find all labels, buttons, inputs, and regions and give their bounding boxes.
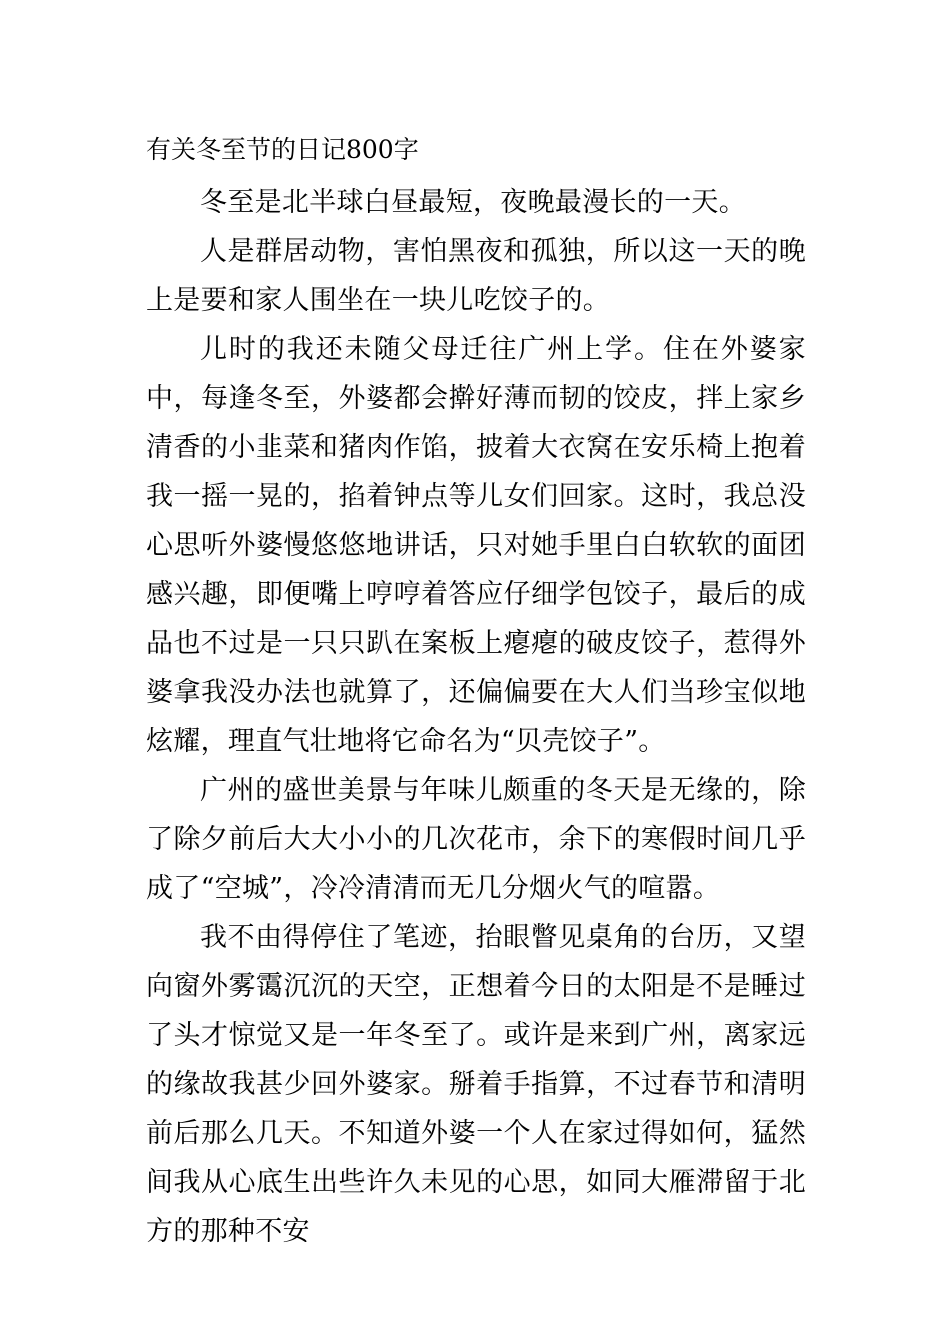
paragraph-2: 人是群居动物，害怕黑夜和孤独，所以这一天的晚上是要和家人围坐在一块儿吃饺子的。 [146, 236, 806, 316]
paragraph-5: 我不由得停住了笔迹，抬眼瞥见桌角的台历，又望向窗外雾霭沉沉的天空，正想着今日的太阳是不是睡过了头才惊觉又是一年冬至了。或许是来到广州，离家远的缘故我甚少回外婆家。掰着手指算，不过春节和清明前后那么几天。不知道外婆一个人在家过得如何，猛然间我从心底生出些许久未见的心思，如同大雁滞留于北方的那种不安 [146, 922, 806, 1247]
document-body [146, 128, 806, 1256]
document-title: 有关冬至节的日记800字 [146, 135, 419, 164]
paragraph-3: 儿时的我还未随父母迁往广州上学。住在外婆家中，每逢冬至，外婆都会擀好薄而韧的饺皮，拌上家乡清香的小韭菜和猪肉作馅，披着大衣窝在安乐椅上抱着我一摇一晃的，掐着钟点等儿女们回家。这时，我总没心思听外婆慢悠悠地讲话，只对她手里白白软软的面团感兴趣，即便嘴上哼哼着答应仔细学包饺子，最后的成品也不过是一只只趴在案板上瘪瘪的破皮饺子，惹得外婆拿我没办法也就算了，还偏偏要在大人们当珍宝似地炫耀，理直气壮地将它命名为“贝壳饺子”。 [146, 334, 806, 757]
paragraph-1: 冬至是北半球白昼最短，夜晚最漫长的一天。 [200, 187, 746, 218]
paragraph-4: 广州的盛世美景与年味儿颇重的冬天是无缘的，除了除夕前后大大小小的几次花市，余下的寒假时间几乎成了“空城”，冷冷清清而无几分烟火气的喧嚣。 [146, 775, 806, 904]
